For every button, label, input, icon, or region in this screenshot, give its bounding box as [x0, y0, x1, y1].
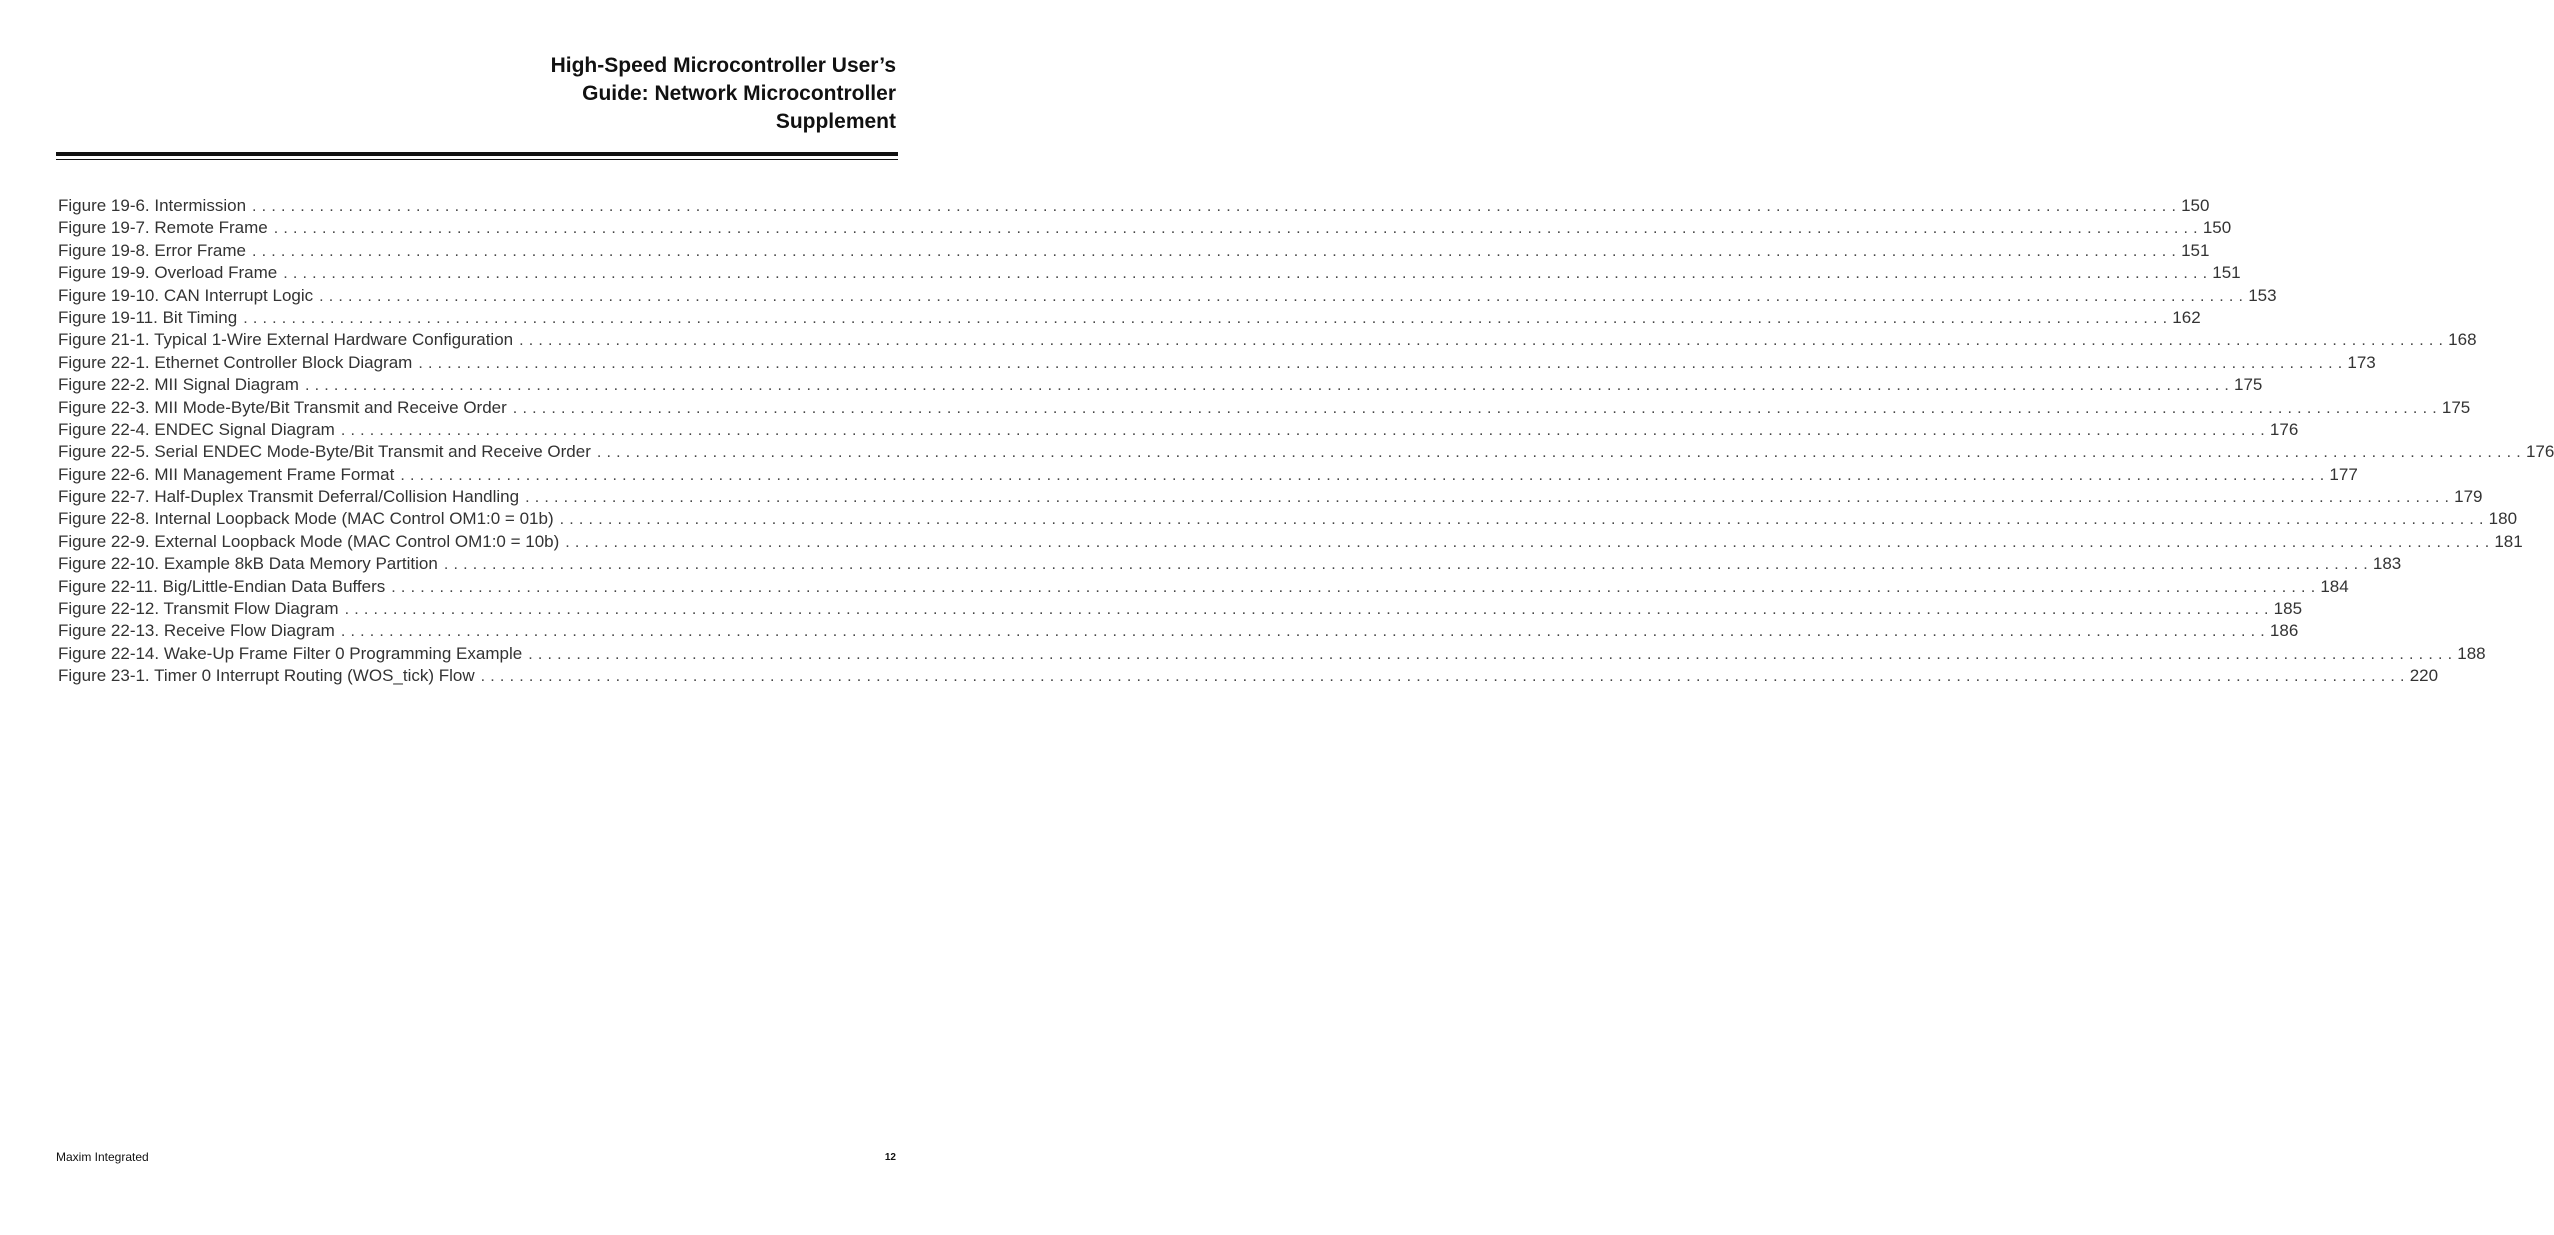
toc-entry-title: Figure 19-7. Remote Frame: [58, 218, 268, 238]
toc-entry-title: Figure 19-6. Intermission: [58, 196, 247, 215]
toc-entry[interactable]: [58, 576, 2349, 598]
toc-entry-page: 185: [2273, 599, 2303, 619]
toc-entry-title: Figure 22-4. ENDEC Signal Diagram: [58, 419, 335, 439]
toc-leader-dots: ........................................................................................................................................................................................................: [344, 601, 2274, 619]
toc-entry[interactable]: [58, 307, 2201, 329]
toc-entry-title: Figure 22-12. Transmit Flow Diagram: [58, 599, 339, 619]
toc-entry-title: Figure 22-6. MII Management Frame Format: [58, 464, 395, 484]
toc-entry-title: Figure 19-8. Error Frame: [58, 240, 246, 260]
footer-page-number: 12: [884, 1152, 896, 1163]
toc-entry[interactable]: [58, 665, 2439, 687]
toc-leader-dots: ........................................................................................................................................................................................................: [400, 466, 2330, 484]
toc-entry-page: 151: [2181, 240, 2210, 260]
toc-entry-title: Figure 22-14. Wake-Up Frame Filter 0 Programming Example: [58, 643, 523, 663]
title-line-1: High-Speed Microcontroller User’s: [550, 54, 896, 77]
toc-entry-title: Figure 22-11. Big/Little-Endian Data Buffers: [58, 576, 386, 596]
toc-entry-page: 175: [2441, 397, 2471, 417]
toc-entry-title: Figure 19-10. CAN Interrupt Logic: [58, 285, 314, 305]
toc-entry[interactable]: [58, 285, 2277, 307]
toc-leader-dots: ........................................................................................................................................................................................................: [273, 220, 2203, 238]
toc-entry[interactable]: [58, 195, 2210, 217]
toc-entry-title: Figure 22-3. MII Mode-Byte/Bit Transmit and Receive Order: [58, 397, 507, 417]
toc-entry-title: Figure 22-2. MII Signal Diagram: [58, 375, 299, 395]
toc-entry-page: 177: [2329, 464, 2358, 484]
toc-entry[interactable]: [58, 352, 2376, 374]
toc-leader-dots: ........................................................................................................................................................................................................: [283, 265, 2213, 283]
toc-leader-dots: ........................................................................................................................................................................................................: [525, 489, 2455, 507]
toc-leader-dots: ........................................................................................................................................................................................................: [252, 242, 2182, 260]
toc-entry-title: Figure 22-1. Ethernet Controller Block Diagram: [58, 352, 413, 372]
toc-leader-dots: ........................................................................................................................................................................................................: [391, 578, 2321, 596]
toc-leader-dots: ........................................................................................................................................................................................................: [340, 623, 2270, 641]
toc-entry-title: Figure 19-9. Overload Frame: [58, 263, 278, 283]
toc-entry-page: 184: [2320, 576, 2349, 596]
toc-entry-page: 153: [2248, 285, 2277, 305]
toc-entry-title: Figure 22-8. Internal Loopback Mode (MAC Control OM1:0 = 01b): [58, 509, 554, 529]
toc-entry-title: Figure 22-9. External Loopback Mode (MAC Control OM1:0 = 10b): [58, 531, 560, 551]
toc-entry[interactable]: [58, 486, 2483, 508]
toc-leader-dots: ........................................................................................................................................................................................................: [304, 377, 2234, 395]
toc-entry-page: 151: [2212, 263, 2241, 283]
toc-entry-page: 188: [2457, 643, 2486, 663]
toc-entry[interactable]: [58, 531, 2523, 553]
toc-entry[interactable]: [58, 240, 2210, 262]
toc-entry[interactable]: [58, 620, 2299, 642]
footer-company: Maxim Integrated: [56, 1150, 149, 1164]
document-title: [551, 52, 896, 136]
toc-leader-dots: ........................................................................................................................................................................................................: [559, 511, 2489, 529]
toc-leader-dots: ........................................................................................................................................................................................................: [512, 399, 2442, 417]
toc-leader-dots: ........................................................................................................................................................................................................: [528, 645, 2458, 663]
toc-entry[interactable]: [58, 643, 2486, 665]
toc-leader-dots: ........................................................................................................................................................................................................: [565, 533, 2495, 551]
toc-entry-title: Figure 22-13. Receive Flow Diagram: [58, 621, 335, 641]
toc-entry[interactable]: [58, 464, 2358, 486]
toc-entry-page: 181: [2494, 531, 2523, 551]
toc-entry-title: Figure 19-11. Bit Timing: [58, 307, 238, 327]
toc-leader-dots: ........................................................................................................................................................................................................: [243, 309, 2173, 327]
toc-leader-dots: ........................................................................................................................................................................................................: [252, 198, 2182, 215]
toc-entry-page: 173: [2347, 352, 2376, 372]
toc-leader-dots: ........................................................................................................................................................................................................: [418, 354, 2348, 372]
toc-entry-page: 183: [2372, 554, 2402, 574]
toc-entry-page: 220: [2409, 666, 2439, 686]
toc-entry[interactable]: [58, 262, 2241, 284]
toc-leader-dots: ........................................................................................................................................................................................................: [443, 556, 2373, 574]
toc-entry-page: 175: [2234, 375, 2263, 395]
title-line-3: Supplement: [775, 110, 896, 133]
toc-entry[interactable]: [58, 441, 2554, 463]
toc-entry[interactable]: [58, 397, 2471, 419]
toc-entry-page: 176: [2525, 442, 2554, 462]
toc-leader-dots: ........................................................................................................................................................................................................: [480, 668, 2410, 686]
toc-entry-title: Figure 22-10. Example 8kB Data Memory Partition: [58, 554, 438, 574]
toc-leader-dots: ........................................................................................................................................................................................................: [319, 287, 2249, 305]
toc-entry[interactable]: [58, 508, 2518, 530]
toc-leader-dots: ........................................................................................................................................................................................................: [340, 421, 2270, 439]
list-of-figures: [58, 195, 2554, 688]
toc-entry-page: 150: [2202, 218, 2232, 238]
toc-entry[interactable]: [58, 553, 2402, 575]
toc-entry[interactable]: [58, 598, 2303, 620]
header-rule-thick: [56, 152, 898, 156]
header-rule-thin: [56, 159, 898, 160]
toc-entry-page: 168: [2448, 330, 2477, 350]
toc-entry[interactable]: [58, 217, 2232, 239]
toc-entry-page: 176: [2269, 419, 2299, 439]
toc-entry[interactable]: [58, 374, 2263, 396]
toc-entry-page: 180: [2488, 509, 2518, 529]
toc-entry-title: Figure 22-7. Half-Duplex Transmit Deferral/Collision Handling: [58, 487, 520, 507]
toc-entry-title: Figure 23-1. Timer 0 Interrupt Routing (WOS_tick) Flow: [58, 666, 475, 686]
toc-entry-title: Figure 21-1. Typical 1-Wire External Hardware Configuration: [58, 330, 514, 350]
toc-leader-dots: ........................................................................................................................................................................................................: [596, 444, 2526, 462]
toc-entry[interactable]: [58, 329, 2477, 351]
toc-entry-page: 186: [2269, 621, 2299, 641]
toc-entry[interactable]: [58, 419, 2299, 441]
toc-entry-page: 162: [2172, 307, 2201, 327]
toc-leader-dots: ........................................................................................................................................................................................................: [519, 332, 2449, 350]
toc-entry-page: 179: [2454, 487, 2483, 507]
toc-entry-page: 150: [2181, 196, 2210, 215]
toc-entry-title: Figure 22-5. Serial ENDEC Mode-Byte/Bit Transmit and Receive Order: [58, 442, 591, 462]
title-line-2: Guide: Network Microcontroller: [582, 82, 896, 105]
